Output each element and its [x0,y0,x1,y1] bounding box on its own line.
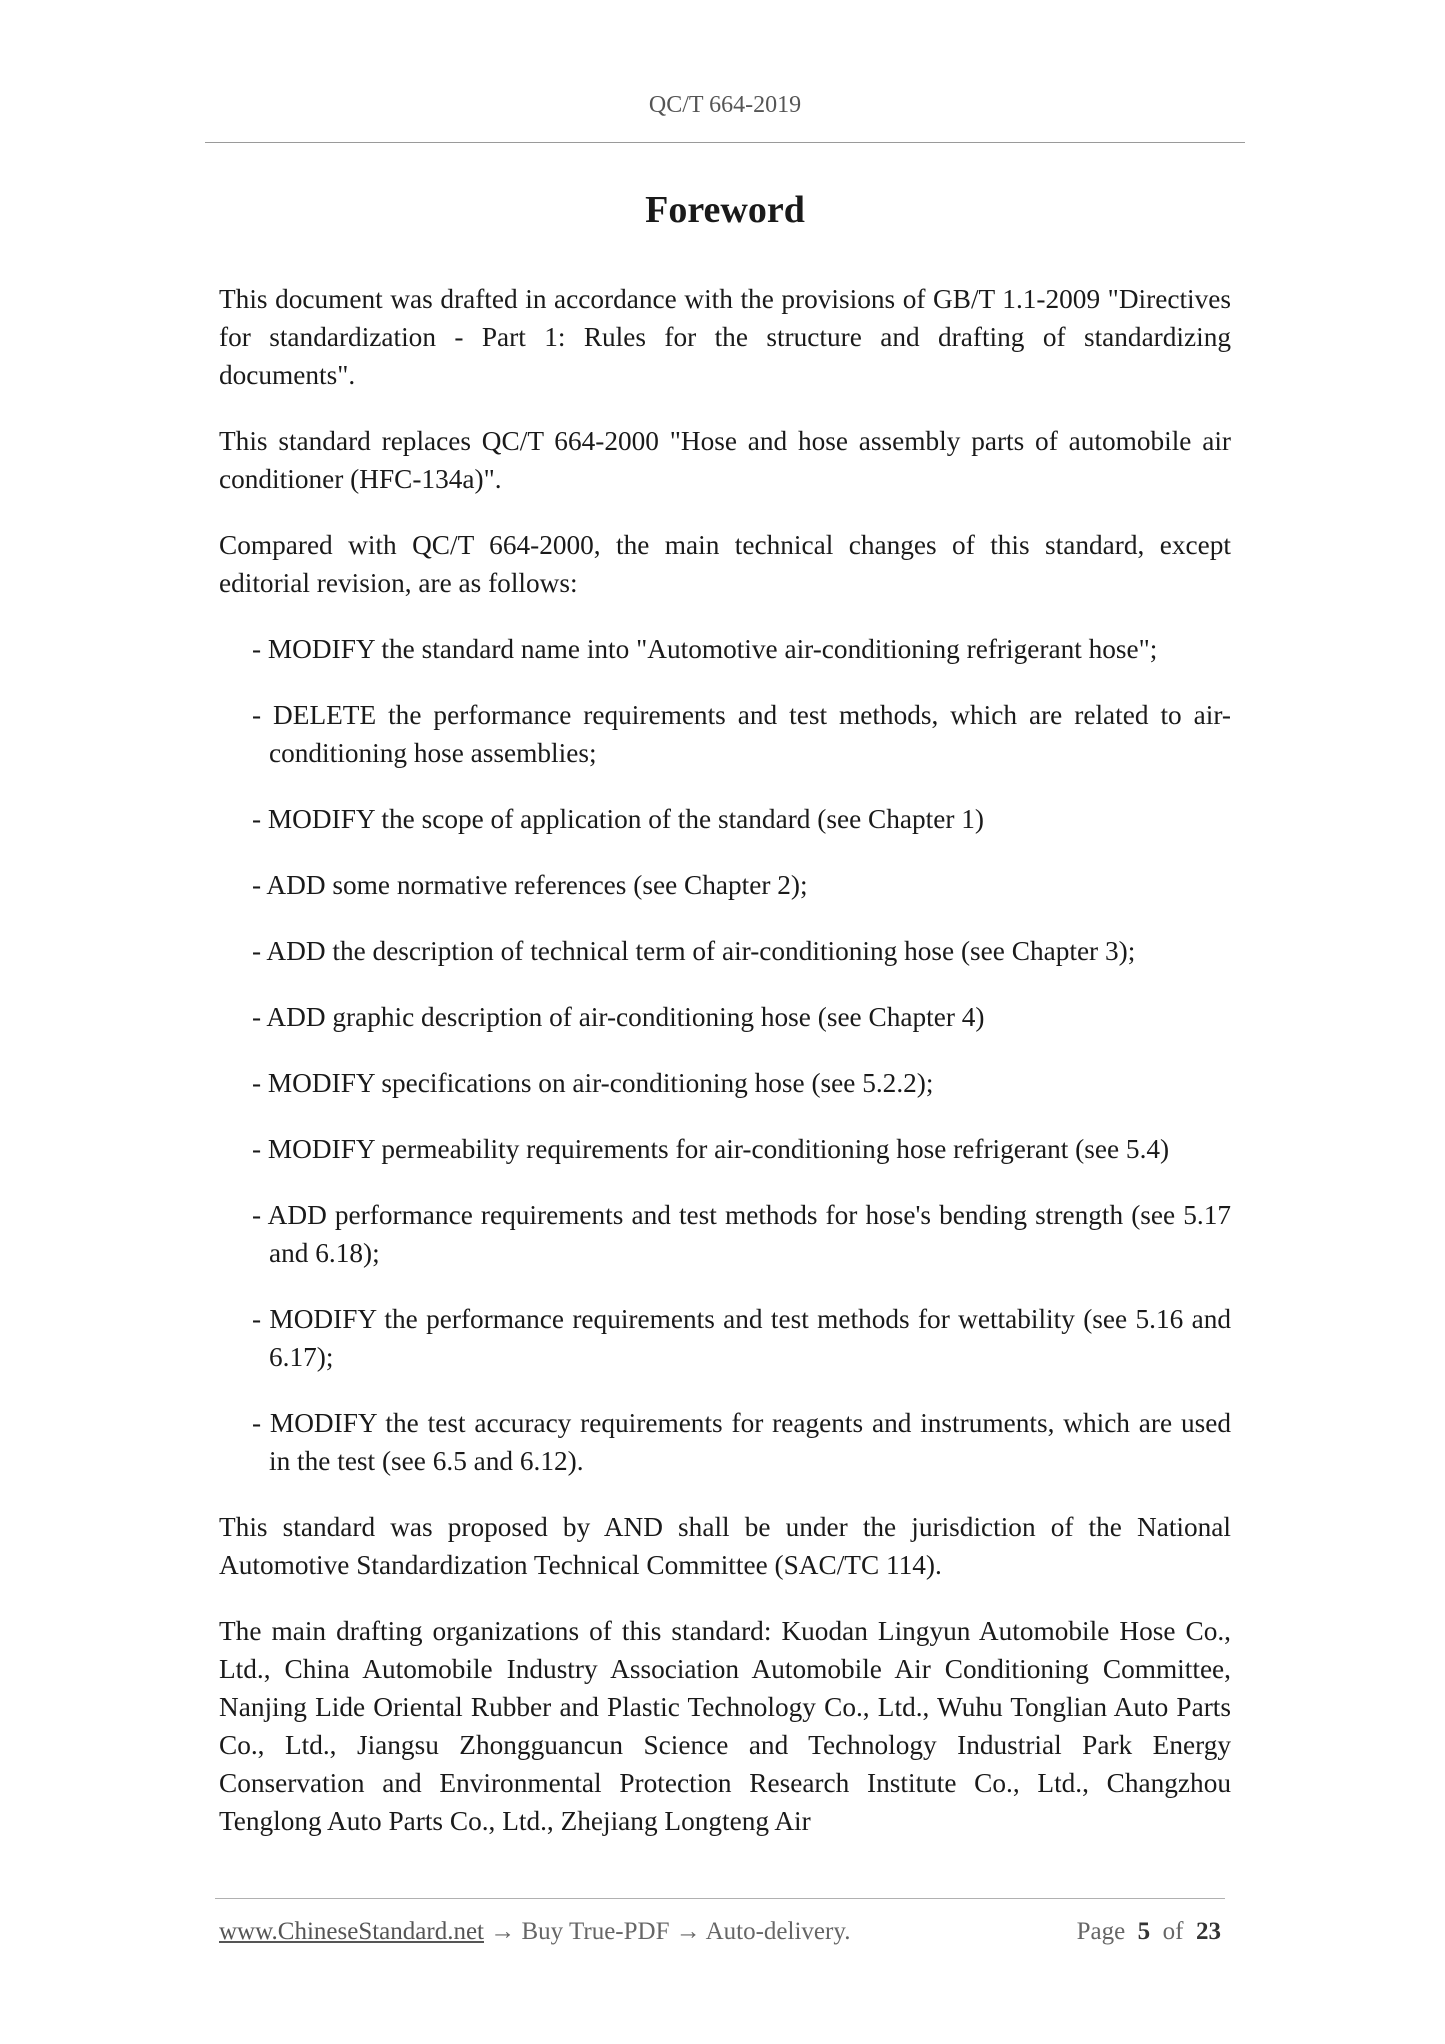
list-item: - ADD the description of technical term of air-conditioning hose (see Chapter 3); [252,936,1136,966]
changes-list [219,630,1231,1480]
list-item: - ADD performance requirements and test methods for hose's bending strength (see 5.17 and 6.18); [252,1200,1231,1268]
page-of-label: of [1162,1918,1184,1945]
list-item: - MODIFY permeability requirements for air-conditioning hose refrigerant (see 5.4) [252,1134,1170,1164]
page-title: Foreword [645,189,805,231]
paragraph-replaces: This standard replaces QC/T 664-2000 "Hose and hose assembly parts of automobile air conditioner (HFC-134a)". [219,426,1231,494]
list-item: - ADD some normative references (see Chapter 2); [252,870,808,900]
running-header: QC/T 664-2019 [648,92,802,118]
list-item: - DELETE the performance requirements and test methods, which are related to air-conditioning hose assemblies; [252,700,1231,768]
document-body [219,280,1231,1868]
page-current: 5 [1137,1918,1151,1945]
website-link[interactable]: www.ChineseStandard.net [219,1918,484,1945]
paragraph-changes-intro: Compared with QC/T 664-2000, the main technical changes of this standard, except editorial revision, are as follows: [219,530,1231,598]
list-item: - MODIFY the scope of application of the standard (see Chapter 1) [252,804,984,834]
footer-divider [215,1898,1225,1899]
list-item: - MODIFY the performance requirements and test methods for wettability (see 5.16 and 6.17); [252,1304,1231,1372]
page-total: 23 [1196,1918,1221,1945]
list-item: - MODIFY the test accuracy requirements for reagents and instruments, which are used in the test (see 6.5 and 6.12). [252,1408,1231,1476]
list-item: - MODIFY specifications on air-conditioning hose (see 5.2.2); [252,1068,934,1098]
page-number [1077,1918,1221,1946]
page-label: Page [1076,1918,1126,1945]
paragraph-drafting-rules: This document was drafted in accordance with the provisions of GB/T 1.1-2009 "Directives for standardization - Part 1: Rules for the structure and drafting of standardizing documents". [219,284,1231,390]
footer-promo [219,1918,850,1946]
paragraph-drafting-organizations: The main drafting organizations of this standard: Kuodan Lingyun Automobile Hose Co., Ltd., China Automobile Industry Association Automobile Air Conditioning Committee, Nanjing Lide Oriental Rubber and Plastic Technology Co., Ltd., Wuhu Tonglian Auto Parts Co., Ltd., Jiangsu Zhongguancun Science and Technology Industrial Park Energy Conservation and Environmental Protection Research Institute Co., Ltd., Changzhou Tenglong Auto Parts Co., Ltd., Zhejiang Longteng Air [219,1616,1231,1836]
header-divider [205,142,1245,143]
list-item: - ADD graphic description of air-conditioning hose (see Chapter 4) [252,1002,985,1032]
paragraph-jurisdiction: This standard was proposed by AND shall be under the jurisdiction of the National Automotive Standardization Technical Committee (SAC/TC 114). [219,1512,1231,1580]
footer-tagline: → Buy True-PDF → Auto-delivery. [490,1918,851,1945]
list-item: - MODIFY the standard name into "Automotive air-conditioning refrigerant hose"; [252,634,1158,664]
